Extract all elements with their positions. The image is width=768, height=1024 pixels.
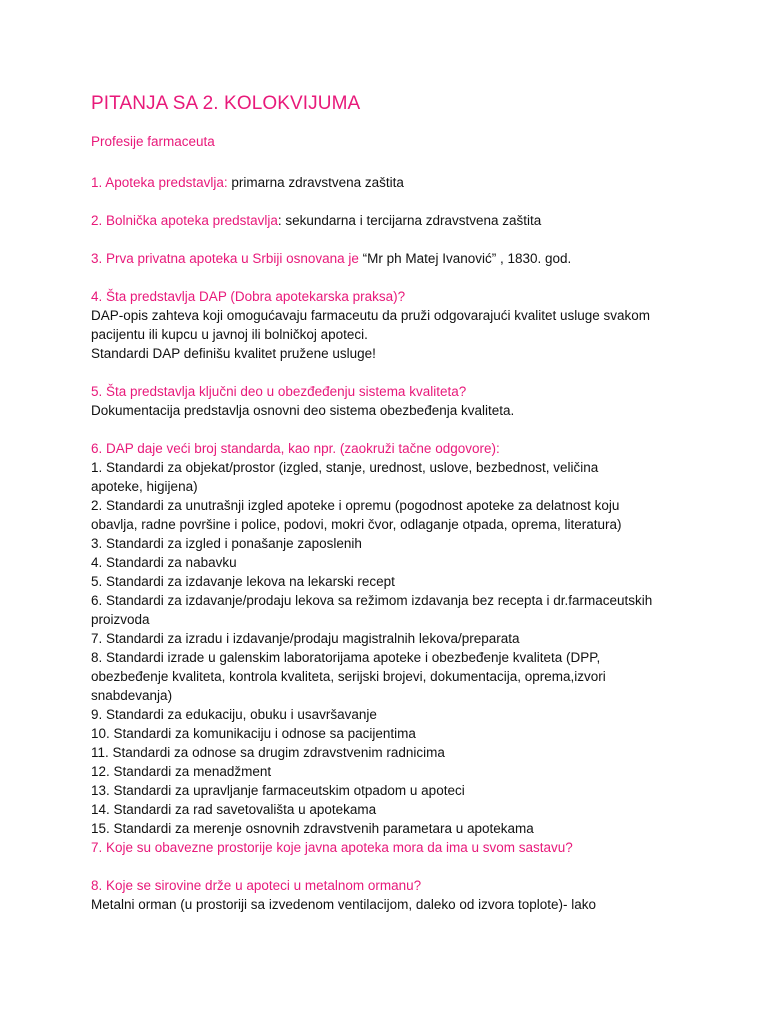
list-item: 11. Standardi za odnose sa drugim zdravstvenim radnicima <box>91 745 445 760</box>
section-subtitle: Profesije farmaceuta <box>91 134 215 149</box>
question-3-label: 3. Prva privatna apoteka u Srbiji osnovana je <box>91 251 359 266</box>
question-4-answer-line: DAP-opis zahteva koji omogućavaju farmaceutu da pruži odgovarajući kvalitet usluge svakom <box>91 308 651 323</box>
question-2 <box>91 211 691 230</box>
question-6 <box>91 439 691 857</box>
document-title: PITANJA SA 2. KOLOKVIJUMA <box>91 93 361 114</box>
question-6-text: 6. DAP daje veći broj standarda, kao npr. (zaokruži tačne odgovore): <box>91 441 500 456</box>
list-item: proizvoda <box>91 612 150 627</box>
question-4-answer-line: Standardi DAP definišu kvalitet pružene usluge! <box>91 346 376 361</box>
list-item: 14. Standardi za rad savetovališta u apotekama <box>91 802 377 817</box>
question-8-text: 8. Koje se sirovine drže u apoteci u metalnom ormanu? <box>91 878 422 893</box>
question-3 <box>91 249 691 268</box>
list-item: 4. Standardi za nabavku <box>91 555 237 570</box>
list-item: obavlja, radne površine i police, podovi, mokri čvor, odlaganje otpada, oprema, literatura) <box>91 517 622 532</box>
list-item: 5. Standardi za izdavanje lekova na lekarski recept <box>91 574 395 589</box>
list-item: 3. Standardi za izgled i ponašanje zaposlenih <box>91 536 362 551</box>
question-5-text: 5. Šta predstavlja ključni deo u obezđeđenju sistema kvaliteta? <box>91 384 467 399</box>
list-item: 6. Standardi za izdavanje/prodaju lekova sa režimom izdavanja bez recepta i dr.farmaceutskih <box>91 593 653 608</box>
list-item: 10. Standardi za komunikaciju i odnose sa pacijentima <box>91 726 416 741</box>
question-1-answer: primarna zdravstvena zaštita <box>227 175 404 190</box>
question-4-text: 4. Šta predstavlja DAP (Dobra apotekarska praksa)? <box>91 289 406 304</box>
question-3-answer: “Mr ph Matej Ivanović” , 1830. god. <box>358 251 572 266</box>
list-item: snabdevanja) <box>91 688 173 703</box>
question-2-label: 2. Bolnička apoteka predstavlja <box>91 213 278 228</box>
list-item: apoteke, higijena) <box>91 479 198 494</box>
list-item: 9. Standardi za edukaciju, obuku i usavršavanje <box>91 707 377 722</box>
question-4 <box>91 287 691 363</box>
question-1-label: 1. Apoteka predstavlja: <box>91 175 228 190</box>
question-7-text: 7. Koje su obavezne prostorije koje javna apoteka mora da ima u svom sastavu? <box>91 840 573 855</box>
question-2-answer: sekundarna i tercijarna zdravstvena zaštita <box>281 213 542 228</box>
question-8 <box>91 876 691 914</box>
question-1 <box>91 173 691 192</box>
list-item: 15. Standardi za merenje osnovnih zdravstvenih parametara u apotekama <box>91 821 534 836</box>
question-4-answer-line: pacijentu ili kupcu u javnoj ili bolničkoj apoteci. <box>91 327 368 342</box>
list-item: 12. Standardi za menadžment <box>91 764 272 779</box>
list-item: 1. Standardi za objekat/prostor (izgled, stanje, urednost, uslove, bezbednost, veličina <box>91 460 599 475</box>
question-5 <box>91 382 691 420</box>
list-item: 13. Standardi za upravljanje farmaceutskim otpadom u apoteci <box>91 783 465 798</box>
question-5-answer: Dokumentacija predstavlja osnovni deo sistema obezbeđenja kvaliteta. <box>91 403 515 418</box>
list-item: 2. Standardi za unutrašnji izgled apoteke i opremu (pogodnost apoteke za delatnost koju <box>91 498 620 513</box>
question-2-colon: : <box>277 213 282 228</box>
standards-list <box>91 458 691 838</box>
question-8-answer: Metalni orman (u prostoriji sa izvedenom ventilacijom, daleko od izvora toplote)- lako <box>91 897 596 912</box>
list-item: 8. Standardi izrade u galenskim laboratorijama apoteke i obezbeđenje kvaliteta (DPP, <box>91 650 601 665</box>
list-item: 7. Standardi za izradu i izdavanje/prodaju magistralnih lekova/preparata <box>91 631 520 646</box>
list-item: obezbeđenje kvaliteta, kontrola kvaliteta, serijski brojevi, dokumentacija, oprema,izvori <box>91 669 606 684</box>
document-page <box>91 92 691 914</box>
